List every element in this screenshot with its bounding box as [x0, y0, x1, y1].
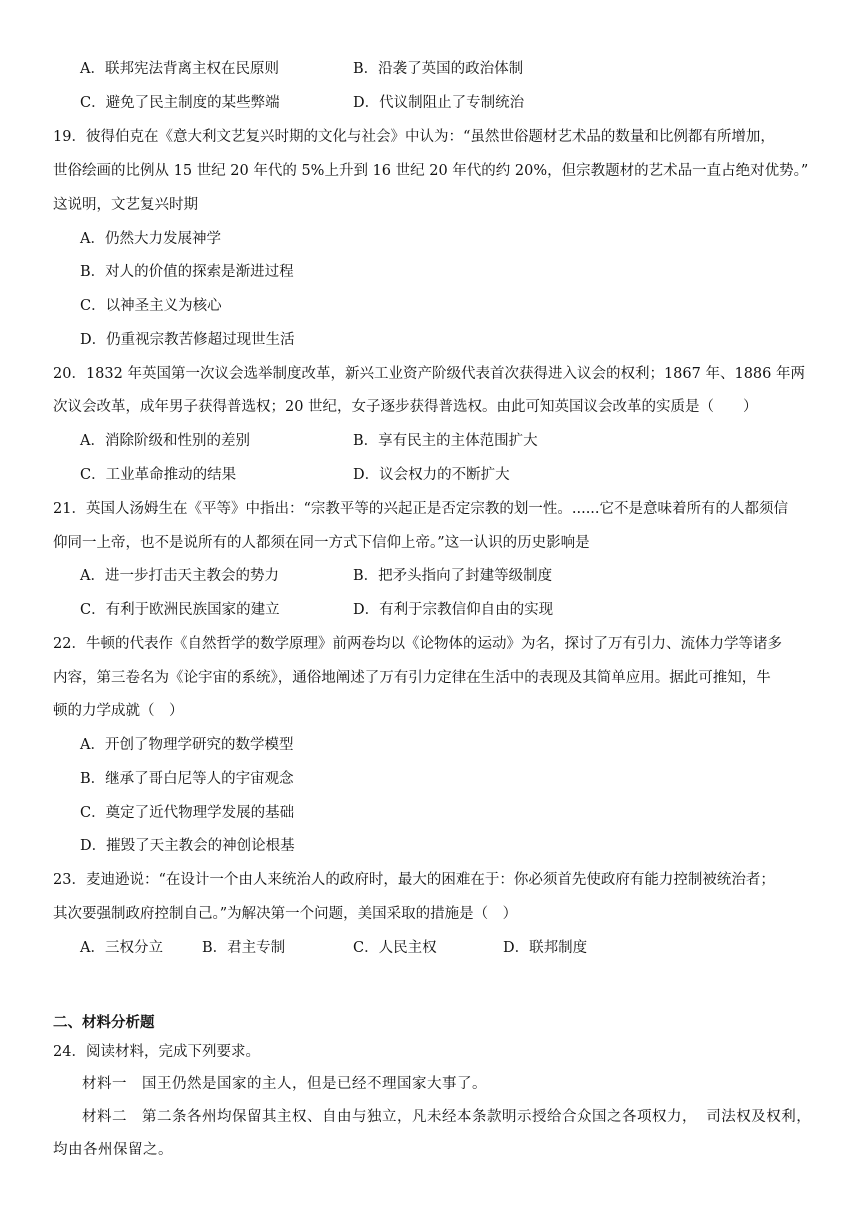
q21-option-d: D．有利于宗教信仰自由的实现 [353, 602, 554, 618]
q22-stem-line2: 内容，第三卷名为《论宇宙的系统》，通俗地阐述了万有引力定律在生活中的表现及其简单应用。据此可推知，牛 [53, 670, 771, 686]
q18-option-b: B．沿袭了英国的政治体制 [353, 61, 524, 77]
q19-option-a: A．仍然大力发展神学 [80, 231, 221, 247]
q20-stem-line2: 次议会改革，成年男子获得普选权；20 世纪，女子逐步获得普选权。由此可知英国议会改革的实质是（ ） [53, 399, 758, 415]
q21-option-c: C．有利于欧洲民族国家的建立 [80, 602, 280, 618]
q24-material-2-line2: 均由各州保留之。 [53, 1142, 173, 1158]
q22-stem-line1: 22．牛顿的代表作《自然哲学的数学原理》前两卷均以《论物体的运动》为名，探讨了万有引力、流体力学等诸多 [53, 636, 782, 652]
q23-option-a: A．三权分立 [80, 940, 163, 956]
q20-option-b: B．享有民主的主体范围扩大 [353, 433, 538, 449]
q18-option-c: C．避免了民主制度的某些弊端 [80, 95, 280, 111]
q21-stem-line2: 仰同一上帝，也不是说所有的人都须在同一方式下信仰上帝。”这一认识的历史影响是 [53, 535, 590, 551]
q21-stem-line1: 21．英国人汤姆生在《平等》中指出：“宗教平等的兴起正是否定宗教的划一性。......它不是意味着所有的人都须信 [53, 501, 789, 517]
q24-material-1: 材料一 国王仍然是国家的主人，但是已经不理国家大事了。 [82, 1076, 487, 1092]
q23-stem-line1: 23．麦迪逊说：“在设计一个由人来统治人的政府时，最大的困难在于：你必须首先使政府有能力控制被统治者； [53, 872, 775, 888]
q22-option-c: C．奠定了近代物理学发展的基础 [80, 805, 295, 821]
q22-option-b: B．继承了哥白尼等人的宇宙观念 [80, 771, 294, 787]
q18-option-a: A．联邦宪法背离主权在民原则 [80, 61, 279, 77]
q22-option-d: D．摧毁了天主教会的神创论根基 [80, 838, 295, 854]
q23-stem-line2: 其次要强制政府控制自己。”为解决第一个问题，美国采取的措施是（ ） [53, 906, 518, 922]
q19-option-c: C．以神圣主义为核心 [80, 298, 222, 314]
q22-stem-line3: 顿的力学成就（ ） [53, 703, 184, 719]
q19-option-b: B．对人的价值的探索是渐进过程 [80, 264, 294, 280]
q20-option-d: D．议会权力的不断扩大 [353, 467, 510, 483]
q19-option-d: D．仍重视宗教苦修超过现世生活 [80, 332, 295, 348]
q22-option-a: A．开创了物理学研究的数学模型 [80, 737, 294, 753]
q20-stem-line1: 20．1832 年英国第一次议会选举制度改革，新兴工业资产阶级代表首次获得进入议会的权利；1867 年、1886 年两 [53, 366, 805, 382]
section-heading: 二、材料分析题 [53, 1014, 155, 1031]
q21-option-a: A．进一步打击天主教会的势力 [80, 568, 279, 584]
q19-stem-line1: 19．彼得伯克在《意大利文艺复兴时期的文化与社会》中认为：“虽然世俗题材艺术品的数量和比例都有所增加， [53, 129, 775, 145]
q24-stem: 24．阅读材料，完成下列要求。 [53, 1044, 260, 1060]
q23-option-c: C．人民主权 [353, 940, 437, 956]
q23-option-b: B．君主专制 [202, 940, 286, 956]
q24-material-2-line1: 材料二 第二条各州均保留其主权、自由与独立，凡未经本条款明示授给合众国之各项权力， 司法权及权利， [82, 1109, 812, 1125]
q19-stem-line3: 这说明，文艺复兴时期 [53, 197, 198, 213]
q18-option-d: D．代议制阻止了专制统治 [353, 95, 525, 111]
q21-option-b: B．把矛头指向了封建等级制度 [353, 568, 553, 584]
q20-option-a: A．消除阶级和性别的差别 [80, 433, 250, 449]
q20-option-c: C．工业革命推动的结果 [80, 467, 237, 483]
q23-option-d: D．联邦制度 [503, 940, 588, 956]
q19-stem-line2: 世俗绘画的比例从 15 世纪 20 年代的 5%上升到 16 世纪 20 年代的约 20%，但宗教题材的艺术品一直占绝对优势。” [53, 163, 809, 179]
